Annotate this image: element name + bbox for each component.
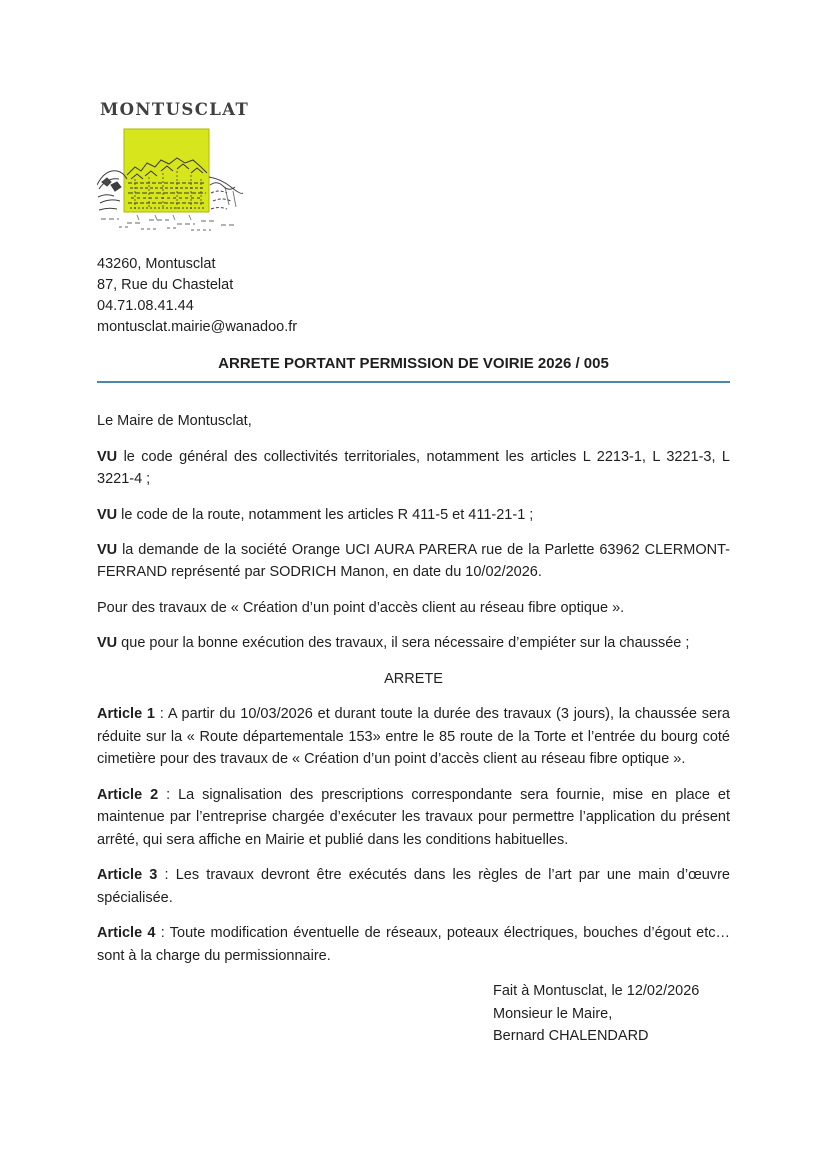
address-line-email: montusclat.mairie@wanadoo.fr bbox=[97, 318, 298, 335]
paragraph-vu-3: VU la demande de la société Orange UCI AURA PARERA rue de la Parlette 63962 CLERMONT-FERRAND représenté par SODRICH Manon, en date du 10/02/2026. bbox=[97, 542, 730, 581]
logo-commune-name: MONTUSCLAT bbox=[100, 100, 250, 119]
document-title: ARRETE PORTANT PERMISSION DE VOIRIE 2026 / 005 bbox=[218, 354, 609, 372]
article-4: Article 4 : Toute modification éventuelle de réseaux, poteaux électriques, bouches d’égout etc… sont à la charge du permissionnaire. bbox=[97, 925, 730, 964]
vu-label: VU bbox=[97, 635, 118, 652]
address-line-street: 87, Rue du Chastelat bbox=[97, 276, 234, 293]
commune-logo bbox=[97, 97, 250, 233]
paragraph-vu-2: VU le code de la route, notamment les articles R 411-5 et 411-21-1 ; bbox=[97, 506, 534, 523]
article-1: Article 1 : A partir du 10/03/2026 et durant toute la durée des travaux (3 jours), la chaussée sera réduite sur la « Route départementale 153» entre le 85 route de la Torte et l’entrée du bourg coté cimetière pour des travaux de « Création d’un point d’accès client au réseau fibre optique ». bbox=[97, 706, 730, 768]
vu-label: VU bbox=[97, 448, 118, 465]
address-block bbox=[97, 254, 730, 338]
address-line-phone: 04.71.08.41.44 bbox=[97, 297, 194, 314]
article-2: Article 2 : La signalisation des prescriptions correspondante sera fournie, mise en place et maintenue par l’entreprise chargée d’exécuter les travaux pour permettre l’application du présent arrêté, qui sera affiche en Mairie et publié dans les conditions habituelles. bbox=[97, 786, 730, 848]
title-underline bbox=[97, 381, 730, 383]
article-3-label: Article 3 bbox=[97, 867, 158, 884]
paragraph-vu-1: VU le code général des collectivités territoriales, notamment les articles L 2213-1, L 3221-3, L 3221-4 ; bbox=[97, 448, 730, 488]
signature-block bbox=[493, 980, 730, 1047]
signature-place-date: Fait à Montusclat, le 12/02/2026 bbox=[493, 983, 700, 1000]
article-1-label: Article 1 bbox=[97, 706, 155, 723]
vu-label: VU bbox=[97, 542, 118, 558]
paragraph-vu-4: VU que pour la bonne exécution des travaux, il sera nécessaire d’empiéter sur la chaussée ; bbox=[97, 635, 690, 652]
document-body bbox=[97, 410, 730, 967]
article-2-label: Article 2 bbox=[97, 786, 159, 803]
village-sketch-icon bbox=[97, 127, 243, 233]
intro-line: Le Maire de Montusclat, bbox=[97, 413, 252, 430]
paragraph-travaux: Pour des travaux de « Création d’un point d’accès client au réseau fibre optique ». bbox=[97, 599, 625, 616]
article-4-label: Article 4 bbox=[97, 925, 156, 942]
signature-role: Monsieur le Maire, bbox=[493, 1005, 613, 1022]
article-3: Article 3 : Les travaux devront être exécutés dans les règles de l’art par une main d’œuvre spécialisée. bbox=[97, 867, 730, 906]
arrete-heading: ARRETE bbox=[384, 670, 443, 687]
address-line-postal: 43260, Montusclat bbox=[97, 255, 216, 272]
signature-name: Bernard CHALENDARD bbox=[493, 1027, 649, 1044]
vu-label: VU bbox=[97, 506, 118, 523]
